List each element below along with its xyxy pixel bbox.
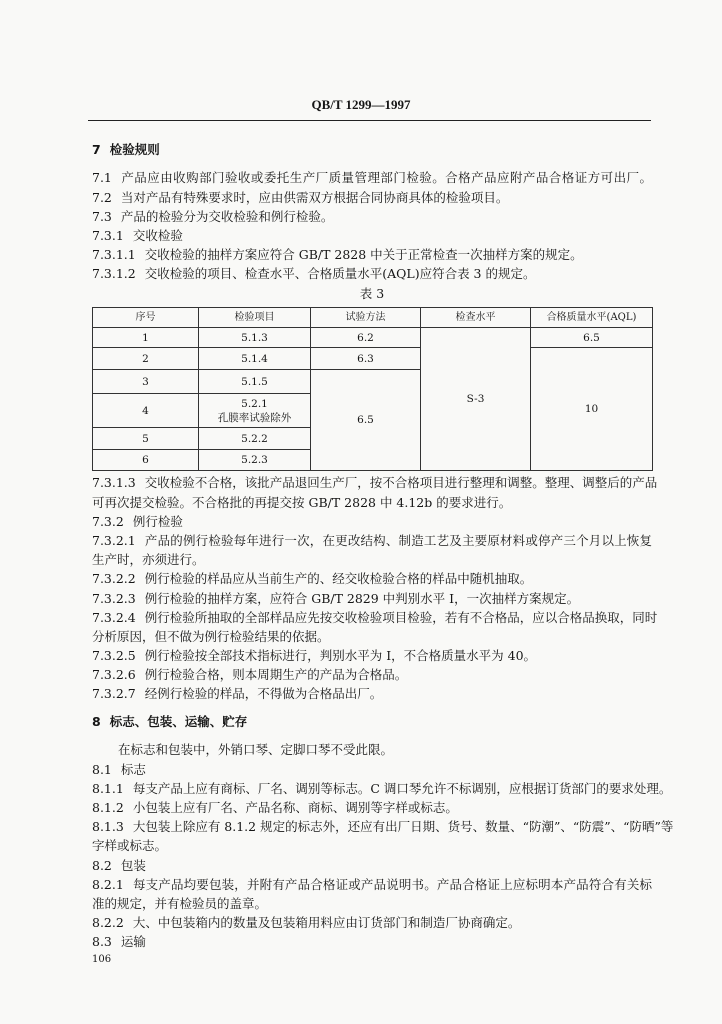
standard-code-header: QB/T 1299—1997 (311, 97, 411, 112)
cell-item: 5.1.3 (199, 328, 311, 348)
cell-method: 6.5 (311, 370, 421, 471)
column-header-item: 检验项目 (199, 308, 311, 328)
cell-serial: 1 (93, 328, 199, 348)
clause-7-1 (92, 168, 652, 187)
clause-7-3-2-4 (92, 608, 658, 627)
clause-8-1-3 (92, 817, 674, 836)
clause-number: 7.2 (92, 189, 112, 205)
column-header-method: 试验方法 (311, 308, 421, 328)
clause-text: 标志 (120, 761, 146, 777)
cell-item (199, 394, 311, 428)
clause-text: 例行检验合格，则本周期生产的产品为合格品。 (144, 667, 408, 683)
clause-number: 7.3.2.7 (92, 686, 136, 702)
clause-text: 包装 (120, 857, 146, 873)
clause-number: 7.3 (92, 208, 112, 224)
clause-number: 7.3.1.2 (92, 266, 136, 282)
clause-7-3-1-1 (92, 245, 652, 264)
clause-text: 例行检验 (132, 513, 183, 529)
clause-7-3-1-3-continued: 可再次提交检验。不合格批的再提交按 GB/T 2828 中 4.12b 的要求进行。 (92, 494, 512, 510)
clause-number: 8.2 (92, 857, 112, 873)
clause-text: 大、中包装箱内的数量及包装箱用料应由订货部门和制造厂协商确定。 (132, 915, 521, 931)
clause-text: 交收检验 (132, 227, 183, 243)
cell-method: 6.3 (311, 348, 421, 370)
clause-text: 当对产品有特殊要求时，应由供需双方根据合同协商具体的检验项目。 (120, 189, 509, 205)
table-row (93, 348, 653, 370)
clause-number: 7.3.1 (92, 227, 124, 243)
clause-7-3-2-1-continued: 生产时，亦须进行。 (92, 552, 205, 568)
clause-text: 例行检验按全部技术指标进行，判别水平为 I，不合格质量水平为 40。 (144, 648, 537, 664)
cell-serial: 2 (93, 348, 199, 370)
clause-number: 8.1 (92, 761, 112, 777)
clause-8-2-1 (92, 875, 652, 894)
cell-method: 6.2 (311, 328, 421, 348)
clause-number: 8.2.1 (92, 876, 124, 892)
section-8-heading (92, 712, 652, 731)
cell-serial: 4 (93, 394, 199, 428)
cell-item-note: 孔膜率试验除外 (217, 411, 292, 424)
header-rule (88, 120, 651, 121)
clause-number: 8.1.2 (92, 799, 124, 815)
section-title: 检验规则 (109, 142, 160, 158)
clause-number: 7.1 (92, 170, 112, 186)
clause-text: 例行检验所抽取的全部样品应先按交收检验项目检验，若有不合格品，应以合格品换取，同时 (144, 609, 658, 625)
clause-number: 8.3 (92, 934, 112, 950)
clause-8-1-3-continued: 字样或标志。 (92, 838, 168, 854)
clause-8-2-2 (92, 913, 652, 932)
table-3 (92, 307, 653, 471)
cell-item: 5.2.2 (199, 428, 311, 450)
clause-8-2 (92, 856, 652, 875)
clause-text: 产品的例行检验每年进行一次，在更改结构、制造工艺及主要原材料或停产三个月以上恢复 (144, 532, 652, 548)
table-row (93, 328, 653, 348)
clause-text: 例行检验的样品应从当前生产的、经交收检验合格的样品中随机抽取。 (144, 571, 533, 587)
column-header-serial: 序号 (93, 308, 199, 328)
clause-number: 7.3.2.6 (92, 667, 136, 683)
clause-text: 交收检验不合格，该批产品退回生产厂，按不合格项目进行整理和调整。整理、调整后的产品 (144, 475, 658, 491)
section-number: 8 (92, 714, 101, 730)
clause-text: 交收检验的项目、检查水平、合格质量水平(AQL)应符合表 3 的规定。 (144, 266, 536, 282)
clause-text: 运输 (120, 934, 146, 950)
clause-7-3-2-2 (92, 569, 652, 588)
cell-item: 5.2.3 (199, 450, 311, 471)
column-header-aql: 合格质量水平(AQL) (531, 308, 653, 328)
clause-7-3-2-5 (92, 646, 652, 665)
clause-number: 7.3.2.5 (92, 648, 136, 664)
clause-8-1 (92, 760, 652, 779)
clause-text: 每支产品上应有商标、厂名、调别等标志。C 调口琴允许不标调别，应根据订货部门的要求处理。 (132, 780, 672, 796)
section-number: 7 (92, 142, 101, 158)
clause-8-3 (92, 932, 652, 951)
cell-serial: 6 (93, 450, 199, 471)
clause-number: 7.3.1.3 (92, 475, 136, 491)
clause-7-3-2-4-continued: 分析原因，但不做为例行检验结果的依据。 (92, 628, 330, 644)
clause-7-3-1-3 (92, 473, 658, 492)
clause-7-3-1 (92, 226, 652, 245)
clause-7-3-2-1 (92, 531, 652, 550)
clause-8-2-1-continued: 准的规定，并有检验员的盖章。 (92, 895, 268, 911)
cell-item: 5.1.4 (199, 348, 311, 370)
clause-text: 产品的检验分为交收检验和例行检验。 (120, 208, 334, 224)
clause-7-3 (92, 207, 652, 226)
clause-number: 7.3.2.1 (92, 532, 136, 548)
clause-number: 7.3.2.4 (92, 609, 136, 625)
table-caption: 表 3 (359, 285, 385, 301)
clause-7-2 (92, 188, 652, 207)
cell-inspection-level: S-3 (421, 328, 531, 471)
column-header-level: 检查水平 (421, 308, 531, 328)
clause-text: 小包装上应有厂名、产品名称、商标、调别等字样或标志。 (132, 799, 458, 815)
clause-text: 大包装上除应有 8.1.2 规定的标志外，还应有出厂日期、货号、数量、“防潮”、“防震”、“防晒”等 (132, 819, 674, 835)
clause-number: 8.1.3 (92, 819, 124, 835)
page-number: 106 (92, 954, 112, 965)
clause-7-3-2-7 (92, 684, 652, 703)
cell-aql: 10 (531, 348, 653, 471)
cell-serial: 5 (93, 428, 199, 450)
cell-item-clause: 5.2.1 (241, 397, 268, 410)
section-7-and-8-body (92, 473, 674, 951)
section-8-intro: 在标志和包装中，外销口琴、定脚口琴不受此限。 (118, 742, 394, 758)
clause-number: 7.3.2 (92, 513, 124, 529)
clause-text: 每支产品均要包装，并附有产品合格证或产品说明书。产品合格证上应标明本产品符合有关标 (132, 876, 652, 892)
clause-number: 7.3.2.2 (92, 571, 136, 587)
cell-item: 5.1.5 (199, 370, 311, 394)
clause-text: 经例行检验的样品，不得做为合格品出厂。 (144, 686, 383, 702)
clause-text: 产品应由收购部门验收或委托生产厂质量管理部门检验。合格产品应附产品合格证方可出厂。 (120, 170, 652, 186)
clause-number: 7.3.2.3 (92, 590, 136, 606)
clause-7-3-2 (92, 512, 652, 531)
clause-8-1-2 (92, 798, 652, 817)
clause-text: 交收检验的抽样方案应符合 GB/T 2828 中关于正常检查一次抽样方案的规定。 (144, 247, 583, 263)
clause-7-3-1-2 (92, 264, 652, 283)
clause-7-3-2-3 (92, 589, 652, 608)
table-header-row (93, 308, 653, 328)
clause-number: 7.3.1.1 (92, 247, 136, 263)
clause-8-1-1 (92, 779, 672, 798)
cell-aql: 6.5 (531, 328, 653, 348)
section-7-intro (92, 140, 652, 302)
section-7-heading (92, 140, 652, 159)
clause-number: 8.2.2 (92, 915, 124, 931)
clause-text: 例行检验的抽样方案，应符合 GB/T 2829 中判别水平 I，一次抽样方案规定。 (144, 590, 580, 606)
clause-number: 8.1.1 (92, 780, 124, 796)
clause-7-3-2-6 (92, 665, 652, 684)
cell-serial: 3 (93, 370, 199, 394)
section-title: 标志、包装、运输、贮存 (109, 714, 248, 730)
